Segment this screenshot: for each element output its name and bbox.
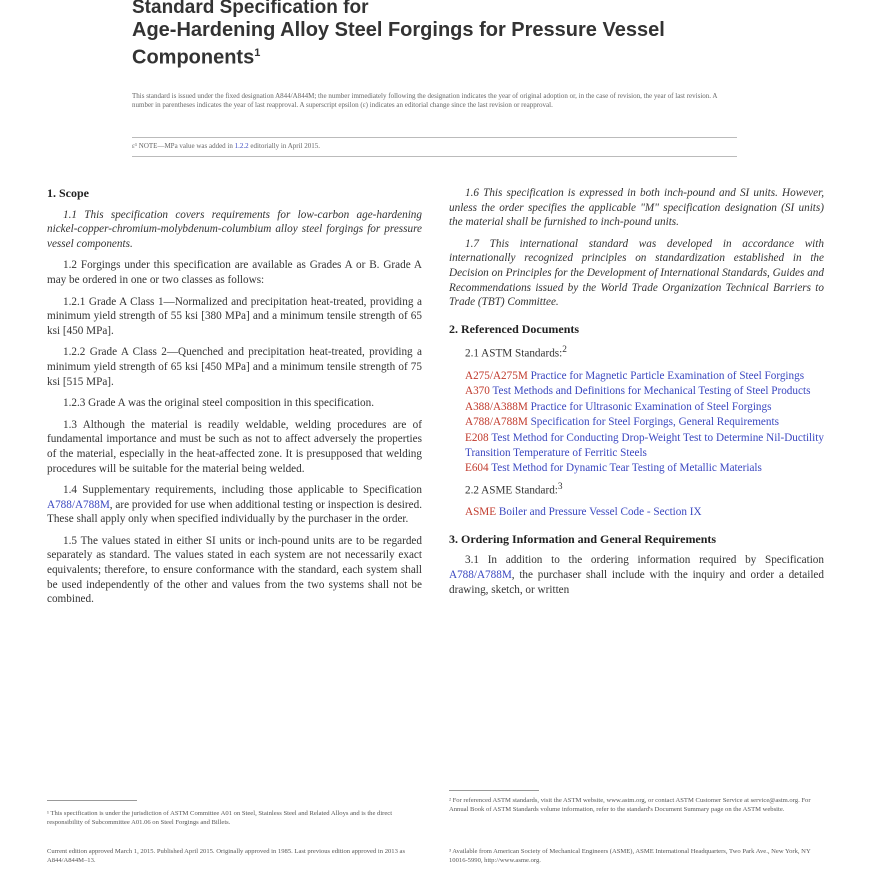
reference-item-asme[interactable]: ASME Boiler and Pressure Vessel Code - Section IX	[465, 506, 702, 519]
footnote-divider-right	[449, 790, 539, 791]
editorial-divider	[132, 156, 737, 157]
para-1-2-2: 1.2.2 Grade A Class 2—Quenched and precipitation heat-treated, providing a minimum yield strength of 65 ksi [450 MPa] and a minimum tensile strength of 75 ksi [515 MPa].	[47, 346, 422, 388]
footnote-divider-left	[47, 800, 137, 801]
para-1-2: 1.2 Forgings under this specification are available as Grades A or B. Grade A may be ordered in one or two classes as follows:	[47, 259, 422, 286]
reference-title: Specification for Steel Forgings, General Requirements	[530, 416, 779, 429]
reference-code: A388/A388M	[465, 400, 528, 413]
editorial-link[interactable]: 1.2.2	[234, 142, 249, 150]
reference-title: Test Method for Dynamic Tear Testing of Metallic Materials	[491, 462, 762, 475]
reference-title: Practice for Magnetic Particle Examination of Steel Forgings	[530, 369, 805, 382]
para-1-2-3: 1.2.3 Grade A was the original steel composition in this specification.	[63, 397, 375, 410]
para-1-5: 1.5 The values stated in either SI units or inch-pound units are to be regarded separately as standard. The values stated in each system are not necessarily exact equivalents; therefore, to ensure conformance with the standard, each system shall be used independently of the other and values from the two systems shall not be combined.	[47, 534, 422, 606]
reference-item[interactable]	[465, 431, 824, 460]
para-3-1: 3.1 In addition to the ordering information required by Specification A788/A788M, the purchaser shall include with the inquiry and order a detailed drawing, sketch, or written	[449, 554, 824, 596]
reference-code: E208	[465, 432, 489, 445]
para-1-7: 1.7 This international standard was developed in accordance with internationally recognized principles on standardization established in the Decision on Principles for the Development of International Standards, Guides and Recommendations issued by the World Trade Organization Technical Barriers to Trade (TBT) Committee.	[449, 237, 824, 309]
link-a788-scope[interactable]: A788/A788M	[47, 498, 110, 511]
reference-item[interactable]	[465, 400, 824, 415]
footnote-1: ¹ This specification is under the jurisdiction of ASTM Committee A01 on Steel, Stainless Steel and Related Alloys and is the direct responsibility of Subcommittee A01.06 on Steel Forgings and Billets.	[47, 810, 393, 826]
reference-code: A788/A788M	[465, 416, 528, 429]
reference-title: Test Method for Conducting Drop-Weight Test to Determine Nil-Ductility Transition Temperature of Ferritic Steels	[465, 432, 824, 459]
reference-list	[449, 369, 824, 476]
para-1-6: 1.6 This specification is expressed in both inch-pound and SI units. However, unless the order specifies the applicable "M" specification designation (SI units) the material shall be furnished to inch-pound units.	[449, 187, 824, 229]
reference-title: Test Methods and Definitions for Mechanical Testing of Steel Products	[492, 385, 811, 398]
title-line-1: Standard Specification for	[132, 0, 369, 18]
para-1-4: 1.4 Supplementary requirements, including those applicable to Specification A788/A788M, are provided for use when additional testing or inspection is desired. These shall apply only when specified individually by the purchaser in the order.	[47, 484, 422, 526]
section-heading-scope: 1. Scope	[47, 186, 89, 200]
document-title	[132, 0, 772, 70]
title-footnote-mark: 1	[254, 47, 261, 59]
reference-item[interactable]	[465, 369, 824, 384]
reference-item[interactable]	[465, 415, 824, 430]
astm-standards-label: 2.1 ASTM Standards:$^2$	[465, 345, 567, 361]
footnote-edition: Current edition approved March 1, 2015. Published April 2015. Originally approved in 1985. Last previous edition approved in 2013 as A844/A844M–13.	[47, 848, 406, 864]
footnote-2: ² For referenced ASTM standards, visit the ASTM website, www.astm.org, or contact ASTM Customer Service at service@astm.org. For Annual Book of ASTM Standards volume information, refer to the standard's Document Summary page on the ASTM website.	[449, 797, 811, 813]
para-1-2-1: 1.2.1 Grade A Class 1—Normalized and precipitation heat-treated, providing a minimum yield strength of 55 ksi [380 MPa] and a minimum tensile strength of 65 ksi [450 MPa].	[47, 295, 422, 337]
asme-standard-label: 2.2 ASME Standard:$^3$	[465, 481, 563, 497]
designation-notice: This standard is issued under the fixed designation A844/A844M; the number immediately following the designation indicates the year of original adoption or, in the case of revision, the year of last revision. A number in parentheses indicates the year of last reapproval. A superscript epsilon (ε) indicates an editorial change since the last revision or reapproval.	[132, 92, 718, 109]
notice-divider	[132, 137, 737, 138]
title-line-3: Components	[132, 46, 255, 69]
reference-code: A275/A275M	[465, 369, 528, 382]
reference-code: A370	[465, 385, 490, 398]
reference-code: E604	[465, 462, 489, 475]
editorial-note: ε¹ NOTE—MPa value was added in 1.2.2 editorially in April 2015.	[132, 142, 320, 150]
reference-item[interactable]	[465, 384, 824, 399]
reference-title: Practice for Ultrasonic Examination of Steel Forgings	[530, 400, 772, 413]
link-a788-ordering[interactable]: A788/A788M	[449, 568, 512, 581]
section-heading-referenced: 2. Referenced Documents	[449, 321, 580, 336]
left-column	[47, 186, 422, 614]
right-column	[449, 186, 824, 604]
para-1-1: 1.1 This specification covers requirements for low-carbon age-hardening nickel-copper-chromium-molybdenum-columbium alloy steel forgings for pressure vessel components.	[47, 208, 422, 250]
section-heading-ordering: 3. Ordering Information and General Requirements	[449, 531, 717, 546]
para-1-3: 1.3 Although the material is readily weldable, welding procedures are of fundamental importance and must be such as not to affect adversely the properties of the material, especially in the heat-affected zone. It is presupposed that welding procedures will be suitable for the material being welded.	[47, 418, 422, 475]
title-line-2: Age-Hardening Alloy Steel Forgings for Pressure Vessel	[132, 19, 665, 41]
footnote-3: ³ Available from American Society of Mechanical Engineers (ASME), ASME International Headquarters, Two Park Ave., New York, NY 10016-5990, http://www.asme.org.	[449, 848, 811, 864]
reference-item[interactable]	[465, 461, 824, 476]
